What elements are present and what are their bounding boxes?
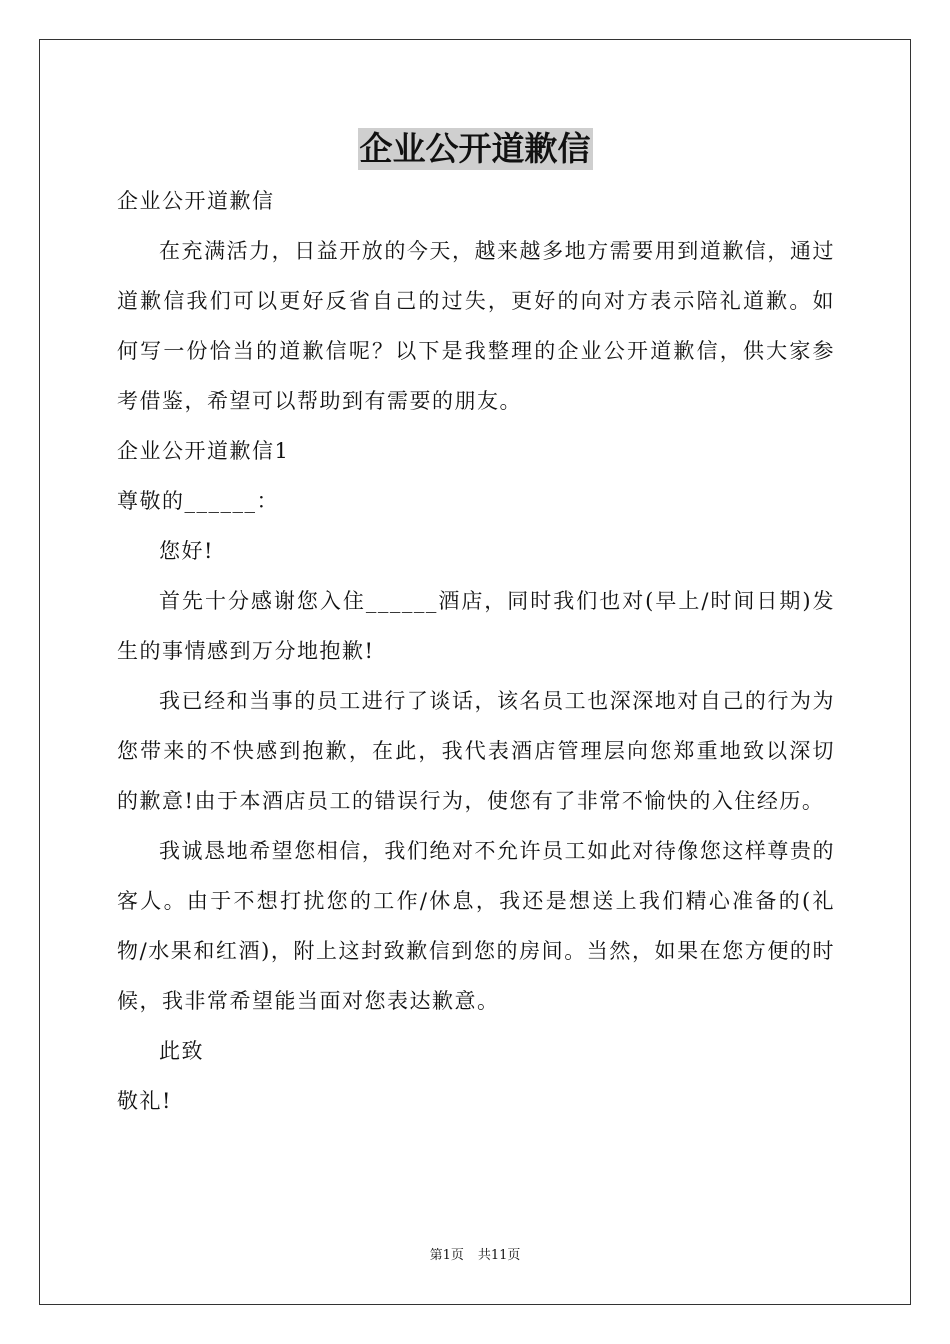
greeting: 您好! [159,539,214,563]
title-container [0,128,950,170]
page-number: 第1页 [429,1248,464,1263]
closing-regards: 此致 [159,1039,204,1063]
salutation: 尊敬的______： [117,489,279,513]
document-body [117,176,835,1126]
closing-salute: 敬礼! [117,1089,172,1113]
subtitle: 企业公开道歉信 [117,189,275,213]
intro-paragraph: 在充满活力，日益开放的今天，越来越多地方需要用到道歉信，通过道歉信我们可以更好反省自己的过失，更好的向对方表示陪礼道歉。如何写一份恰当的道歉信呢？以下是我整理的企业公开道歉信，供大家参考借鉴，希望可以帮助到有需要的朋友。 [117,239,835,413]
body-paragraph: 首先十分感谢您入住______酒店，同时我们也对(早上/时间日期)发生的事情感到万分地抱歉! [117,589,835,663]
letter-heading: 企业公开道歉信1 [117,439,290,463]
page-footer [0,1246,950,1266]
document-title: 企业公开道歉信 [359,129,591,168]
page-total: 共11页 [477,1248,521,1263]
body-paragraph: 我已经和当事的员工进行了谈话，该名员工也深深地对自己的行为为您带来的不快感到抱歉，在此，我代表酒店管理层向您郑重地致以深切的歉意!由于本酒店员工的错误行为，使您有了非常不愉快的入住经历。 [117,689,835,813]
body-paragraph: 我诚恳地希望您相信，我们绝对不允许员工如此对待像您这样尊贵的客人。由于不想打扰您的工作/休息，我还是想送上我们精心准备的(礼物/水果和红酒)，附上这封致歉信到您的房间。当然，如果在您方便的时候，我非常希望能当面对您表达歉意。 [117,839,835,1013]
